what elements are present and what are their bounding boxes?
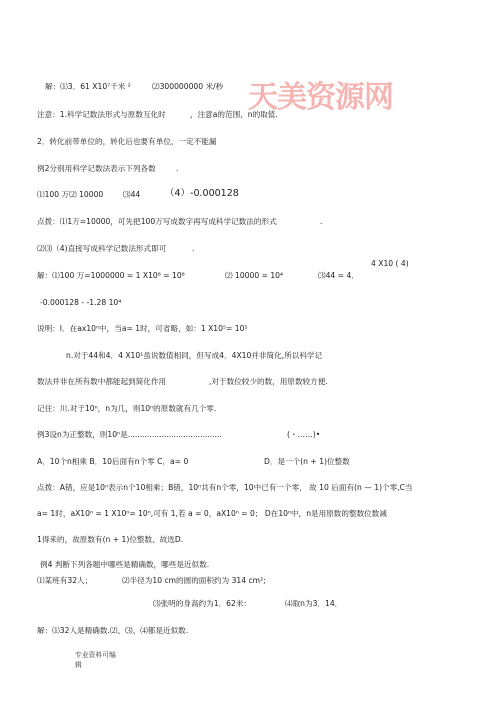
note-line-2: 2．转化前带单位的，转化后也要有单位，一定不能漏 bbox=[37, 137, 217, 146]
example-2-items: ⑴100 万⑵ 10000 bbox=[37, 190, 104, 199]
remember-line: 记住：川.对于10ⁿ，n为几，则10ⁿ的原数就有几个零. bbox=[37, 404, 217, 413]
solution-line-1: 解：⑴3．61 X10⁷千米 ² bbox=[45, 82, 131, 91]
solution-2-line-1b: ⑵ 10000 = 10⁴ bbox=[225, 271, 284, 280]
example-3-options: A．10个n相乘 B．10后面有n个零 C．a= 0 bbox=[37, 457, 189, 466]
example-2-title: 例2分别用科学记数法表示下列各数 bbox=[37, 164, 156, 173]
example-4-item-4: ⑷取n为3．14． bbox=[285, 599, 343, 608]
remark-line-2: n.对于44和4．4 X10¹虽说数值相同，但写成4．4X10并非简化,所以科学记 bbox=[66, 351, 323, 360]
footer-line-2: 辑 bbox=[75, 661, 82, 669]
example-2-dot: . bbox=[176, 164, 179, 173]
example-4-item-3: ⑶张明的身高约为1．62米： bbox=[153, 599, 252, 608]
remark-line-1: 说明：Ⅰ．在ax10ⁿ中，当a= 1时，可省略，如：1 X10⁵= 10⁵ bbox=[37, 324, 248, 333]
solution-2-line-1c: ⑶44 = 4． bbox=[318, 271, 359, 280]
example-4-item-2: ⑵半径为10 cm的圆的面积约为 314 cm²; bbox=[122, 576, 266, 585]
example-3-answer-blank: (・……)• bbox=[287, 430, 321, 439]
hint-line-2: ⑵⑶（4)直接写成科学记数法形式即可 bbox=[37, 244, 167, 253]
example-2-item-4: （4）-0.000128 bbox=[165, 188, 239, 199]
example-3-option-d: D．是一个(n + 1)位整数 bbox=[264, 457, 350, 466]
hint-line-1: 点拨：⑴1万=10000，可先把100万写成数字再写成科学记数法的形式 bbox=[37, 217, 277, 226]
hint-3-line-3: 1得来的，故原数有(n + 1)位整数、故选D. bbox=[37, 535, 184, 544]
margin-formula: 4 X10 ( 4) bbox=[371, 259, 409, 268]
remark-line-3: 数法并非在所有数中都能起到简化作用 bbox=[37, 377, 167, 386]
note-line-1b: ，注意a的范围，n的取值. bbox=[190, 110, 278, 119]
hint-line-1-dot: . bbox=[320, 217, 323, 226]
example-4-item-1: ⑴某班有32人； bbox=[37, 576, 93, 585]
watermark-logo: 天美资源网 bbox=[248, 80, 393, 115]
example-3-question: 例3设n为正整数，则10ⁿ是....................................... bbox=[37, 430, 222, 439]
hint-3-line-1: 点拨：A错，应是10ⁿ表示n个10相乘；B错，10ⁿ共有n个零，10中已有一个零， 故 10 后面有(n — 1)个零,C当 bbox=[37, 483, 413, 492]
remark-line-3b: ,对于数位较少的数，用原数较方便. bbox=[209, 377, 328, 386]
solution-line-1b: ⑵300000000 米/秒 bbox=[152, 82, 224, 91]
solution-2-line-1: 解：⑴100 万=1000000 = 1 X10⁶ = 10⁶ bbox=[37, 271, 185, 280]
hint-line-2-dot: . bbox=[192, 244, 195, 253]
solution-4: 解：⑴32人是精确数.⑵、⑶、⑷都是近似数. bbox=[37, 626, 189, 635]
note-line-1: 注意：1.科学记数法形式与原数互化时 bbox=[37, 110, 166, 119]
footer-line-1: 专业资料可编 bbox=[75, 651, 116, 659]
hint-3-line-2: a= 1时，aX10ⁿ = 1 X10ⁿ= 10ⁿ,可有 1,若 a = 0，aX10ⁿ = 0； D在10ⁿ中，n是用原数的整数位数减 bbox=[37, 509, 387, 518]
solution-2-line-2: -0.000128 - -1.28 10⁴ bbox=[40, 298, 122, 307]
example-4-title: 例4 判断下列各题中哪些是精确数，哪些是近似数. bbox=[40, 560, 210, 569]
example-2-item-3: ⑶44 bbox=[123, 190, 141, 199]
